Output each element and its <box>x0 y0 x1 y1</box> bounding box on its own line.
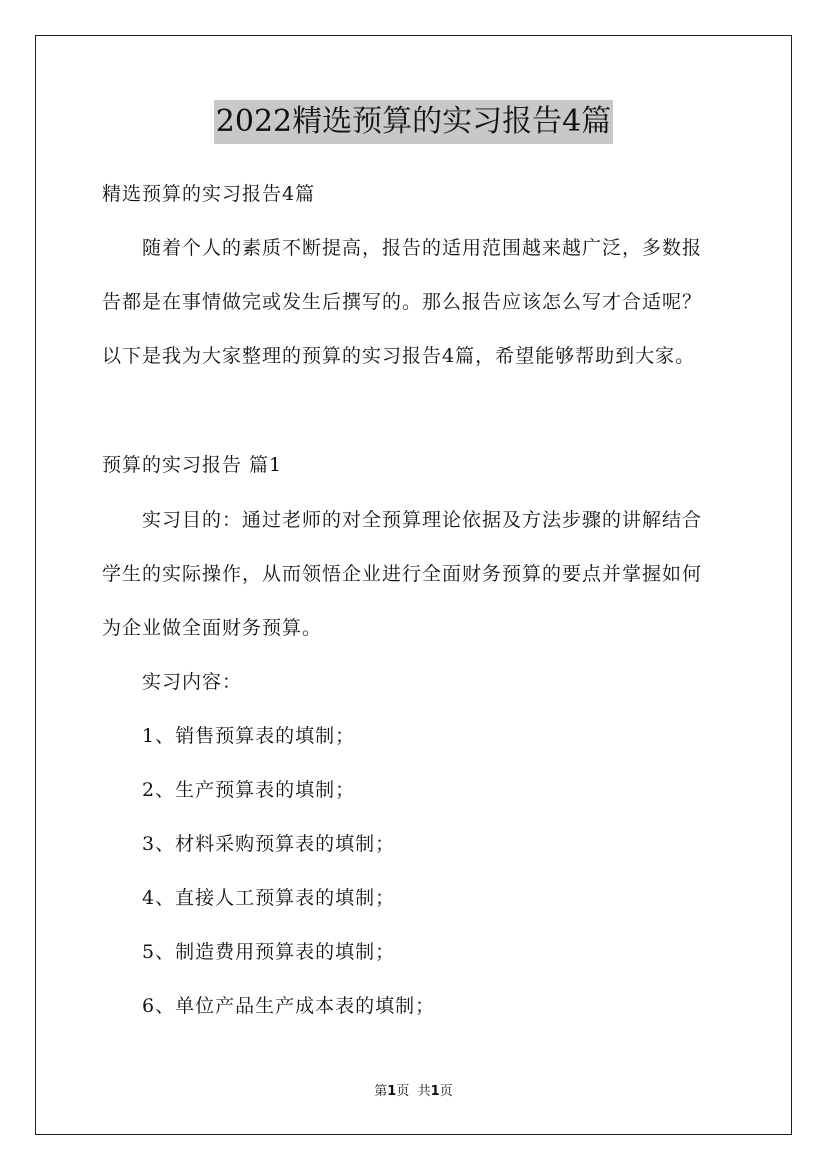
list-item: 1、销售预算表的填制； <box>142 725 356 747</box>
list-item: 5、制造费用预算表的填制； <box>142 941 396 963</box>
intro-line-1: 随着个人的素质不断提高，报告的适用范围越来越广泛，多数报 <box>142 237 703 259</box>
page-prefix: 第 <box>374 1084 388 1099</box>
page-footer <box>0 1083 827 1101</box>
document-title: 2022精选预算的实习报告4篇 <box>214 100 613 144</box>
total-suffix: 页 <box>439 1084 453 1099</box>
purpose-line-2: 学生的实际操作，从而领悟企业进行全面财务预算的要点并掌握如何 <box>102 563 703 585</box>
section-heading: 预算的实习报告 篇1 <box>102 454 283 476</box>
title-container <box>0 100 827 144</box>
purpose-line-1: 实习目的：通过老师的对全预算理论依据及方法步骤的讲解结合 <box>142 509 703 531</box>
page-suffix: 页 <box>396 1084 410 1099</box>
intro-line-3: 以下是我为大家整理的预算的实习报告4篇，希望能够帮助到大家。 <box>102 345 696 367</box>
purpose-line-3: 为企业做全面财务预算。 <box>102 617 323 639</box>
list-item: 2、生产预算表的填制； <box>142 779 356 801</box>
total-prefix: 共 <box>417 1084 431 1099</box>
intro-line-2: 告都是在事情做完或发生后撰写的。那么报告应该怎么写才合适呢？ <box>102 291 703 313</box>
page-number: 1 <box>387 1084 397 1099</box>
content-label: 实习内容： <box>142 671 243 693</box>
list-item: 6、单位产品生产成本表的填制； <box>142 995 436 1017</box>
document-subtitle: 精选预算的实习报告4篇 <box>102 183 316 205</box>
list-item: 4、直接人工预算表的填制； <box>142 887 396 909</box>
total-pages: 1 <box>430 1084 440 1099</box>
list-item: 3、材料采购预算表的填制； <box>142 833 396 855</box>
